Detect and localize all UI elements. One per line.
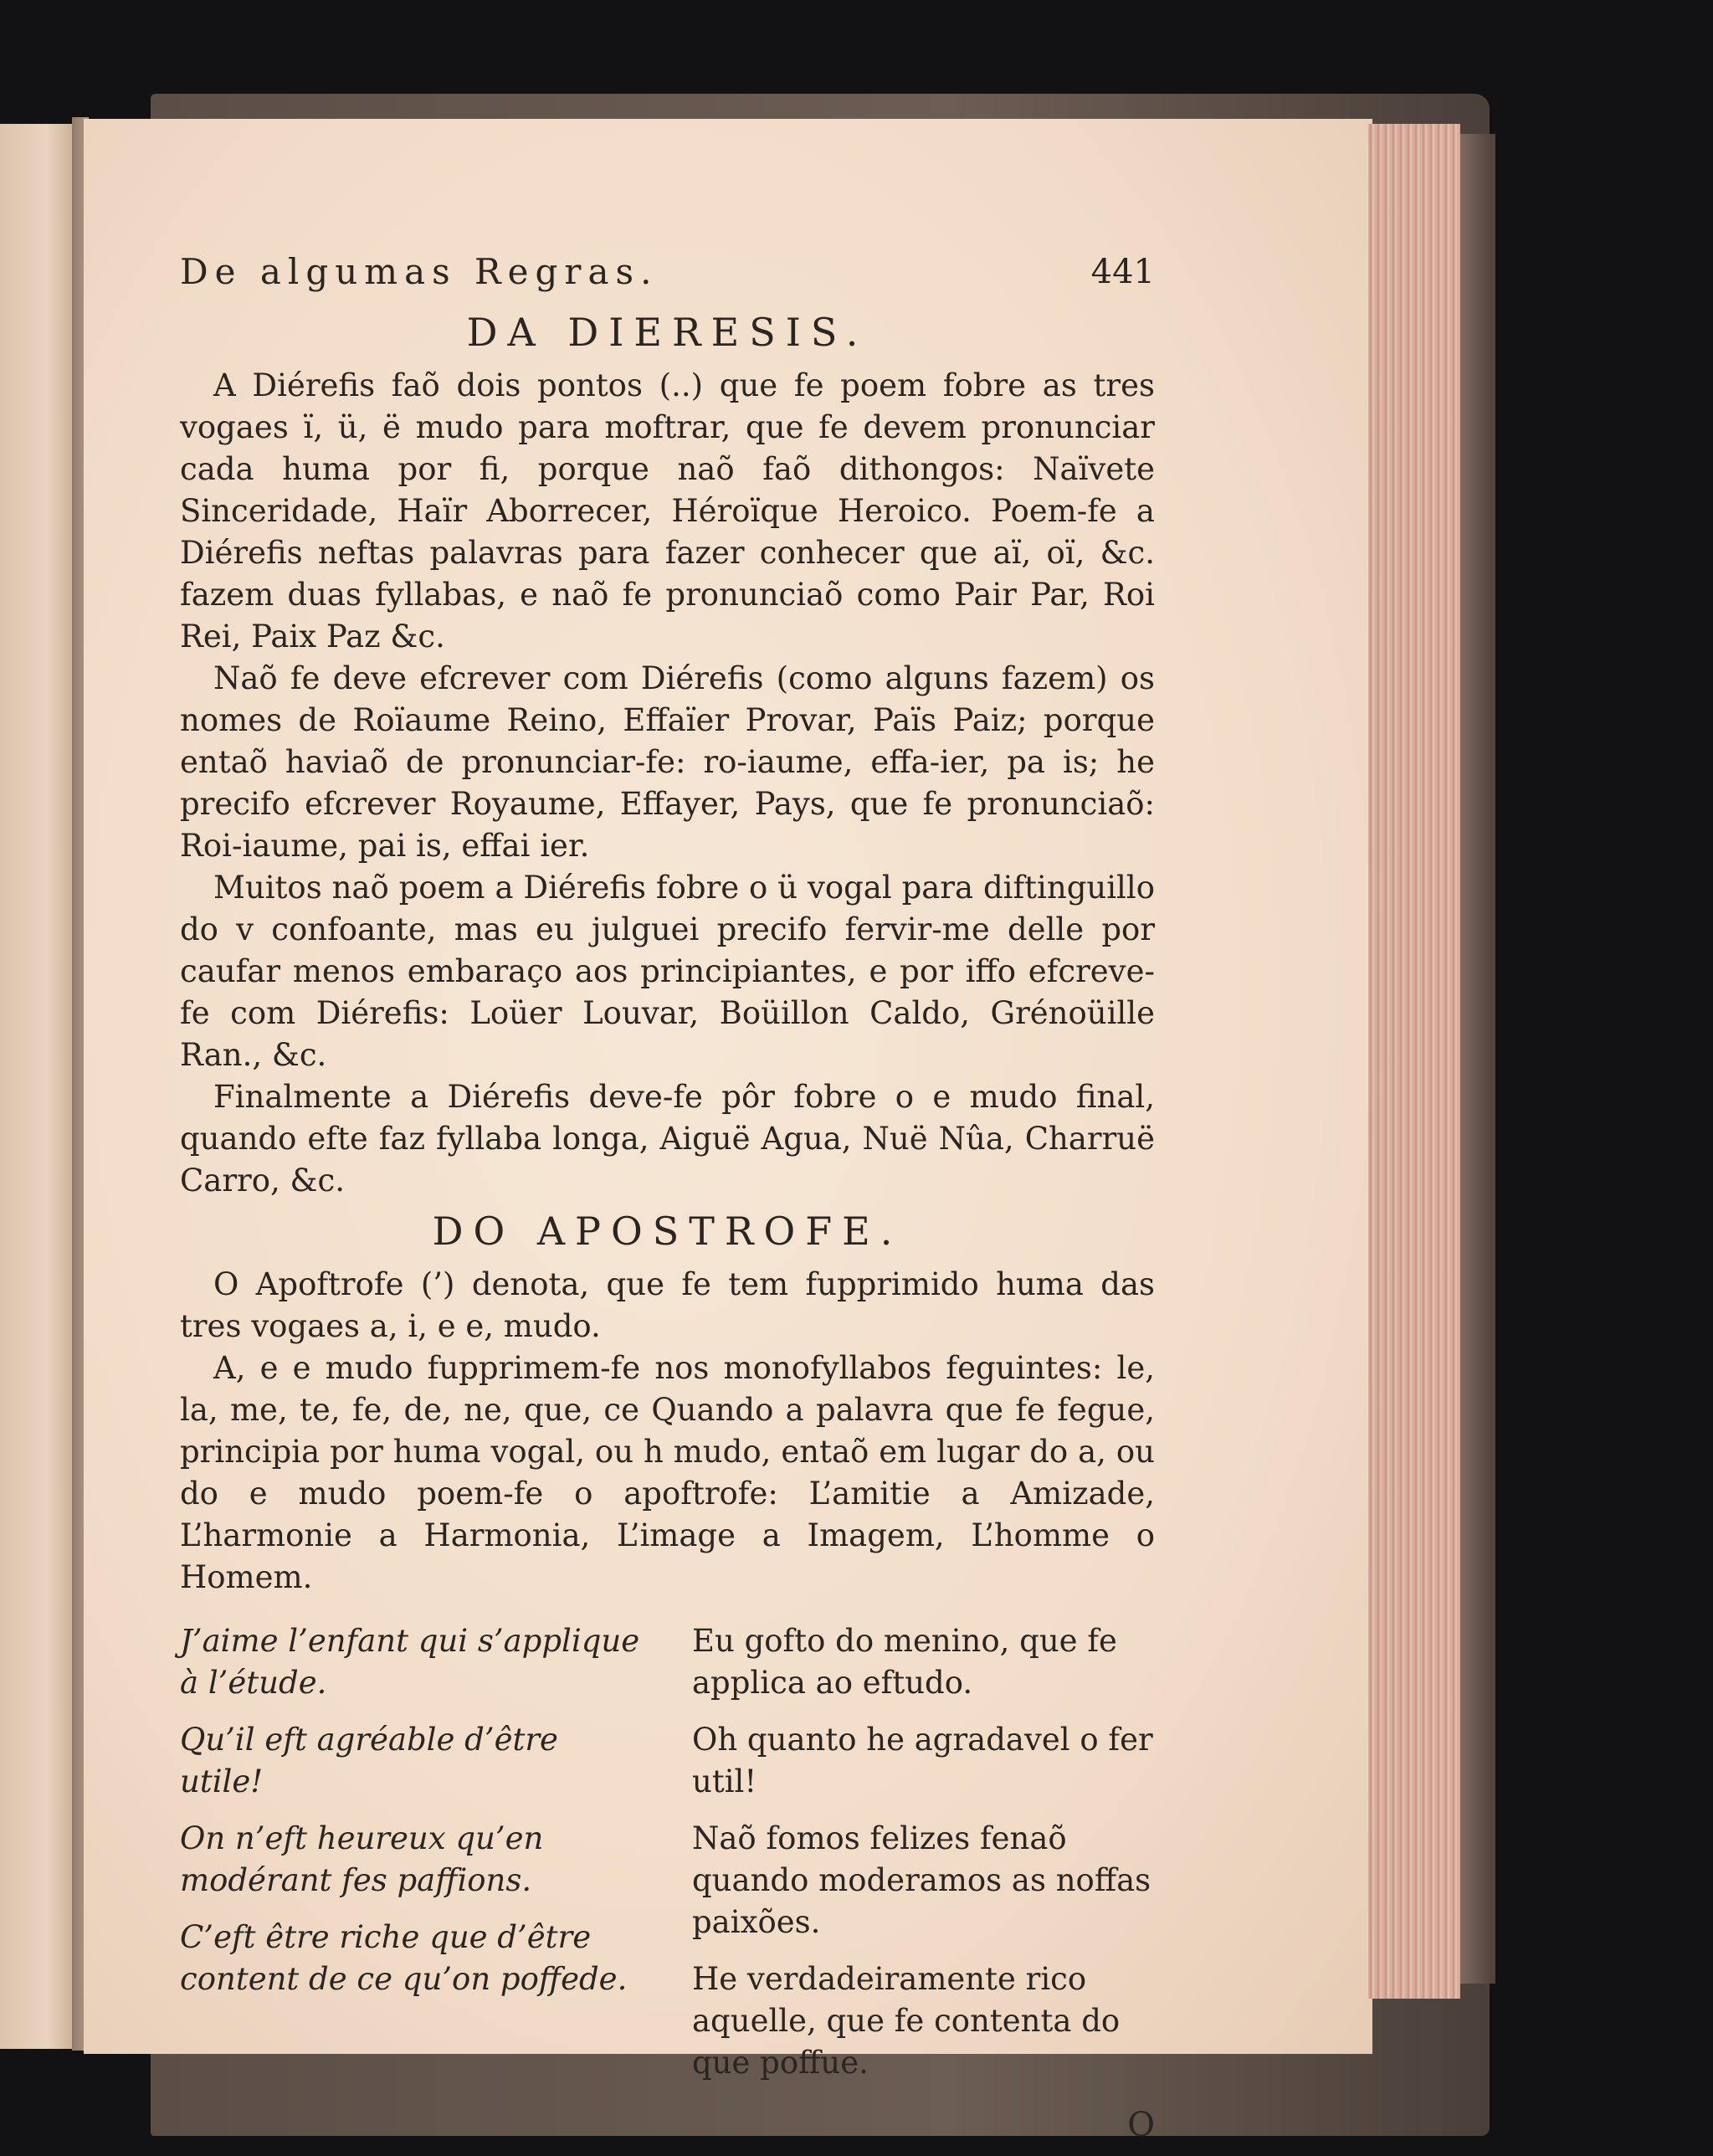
left-page-edge <box>0 124 77 2049</box>
running-head <box>180 251 1155 303</box>
paragraph: Muitos naõ poem a Diérefis fobre o ü vogal para diftinguillo do v confoante, mas eu julguei precifo fervir-me delle por caufar menos embaraço aos principiantes, e por iffo efcreve-fe com Diérefis: Loüer Louvar, Boüillon Caldo, Grénoüille Ran., &c. <box>180 870 1155 1073</box>
portuguese-example: He verdadeiramente rico aquelle, que fe contenta do que poffue. <box>692 1961 1121 2081</box>
portuguese-example: Eu gofto do menino, que fe applica ao eftudo. <box>692 1623 1117 1701</box>
paragraph: Finalmente a Diérefis deve-fe pôr fobre o e mudo final, quando efte faz fyllaba longa, Aiguë Agua, Nuë Nûa, Charruë Carro, &c. <box>180 1079 1155 1199</box>
french-examples-column <box>180 1620 642 2099</box>
paragraph: O Apoftrofe (’) denota, que fe tem fupprimido huma das tres vogaes a, i, e e, mudo. <box>180 1266 1155 1344</box>
portuguese-example: Naõ fomos felizes fenaõ quando moderamos as noffas paixões. <box>692 1820 1151 1940</box>
portuguese-examples-column <box>692 1620 1154 2099</box>
french-example: On n’eft heureux qu’en modérant fes paffions. <box>180 1820 544 1898</box>
paragraph: A, e e mudo fupprimem-fe nos monofyllabos feguintes: le, la, me, te, fe, de, ne, que, ce Quando a palavra que fe fegue, principia por huma vogal, ou h mudo, entaõ em lugar do a, ou do e mudo poem-fe o apoftrofe: L’amitie a Amizade, L’harmonie a Harmonia, L’image a Imagem, L’homme o Homem. <box>180 1350 1155 1595</box>
running-head-title: De algumas Regras. <box>180 251 659 292</box>
french-example: C’eft être riche que d’être content de ce qu’on poffede. <box>180 1919 628 1997</box>
example-columns <box>180 1620 1155 2099</box>
french-example: J’aime l’enfant qui s’applique à l’étude. <box>180 1623 640 1701</box>
page-number: 441 <box>1090 253 1155 291</box>
spine-shadow <box>1460 134 1495 1984</box>
section-heading-dieresis: DA DIERESIS. <box>466 310 869 355</box>
catchword: O <box>1127 2106 1155 2144</box>
portuguese-example: Oh quanto he agradavel o fer util! <box>692 1722 1153 1799</box>
section-heading-apostrofe: DO APOSTROFE. <box>432 1209 903 1254</box>
paragraph: Naõ fe deve efcrever com Diérefis (como alguns fazem) os nomes de Roïaume Reino, Effaïer Provar, Païs Paiz; porque entaõ haviaõ de pronunciar-fe: ro-iaume, effa-ier, pa is; he precifo efcrever Royaume, Effayer, Pays, que fe pronunciaõ: Roi-iaume, pai is, effai ier. <box>180 660 1155 864</box>
page-block-edge <box>1368 124 1460 1999</box>
french-example: Qu’il eft agréable d’être utile! <box>180 1722 558 1799</box>
paragraph: A Diérefis faõ dois pontos (..) que fe poem fobre as tres vogaes ï, ü, ë mudo para moftrar, que fe devem pronunciar cada huma por fi, porque naõ faõ dithongos: Naïvete Sinceridade, Haïr Aborrecer, Héroïque Heroico. Poem-fe a Diérefis neftas palavras para fazer conhecer que aï, oï, &c. fazem duas fyllabas, e naõ fe pronunciaõ como Pair Par, Roi Rei, Paix Paz &c. <box>180 367 1155 654</box>
page-text <box>180 251 1155 2146</box>
